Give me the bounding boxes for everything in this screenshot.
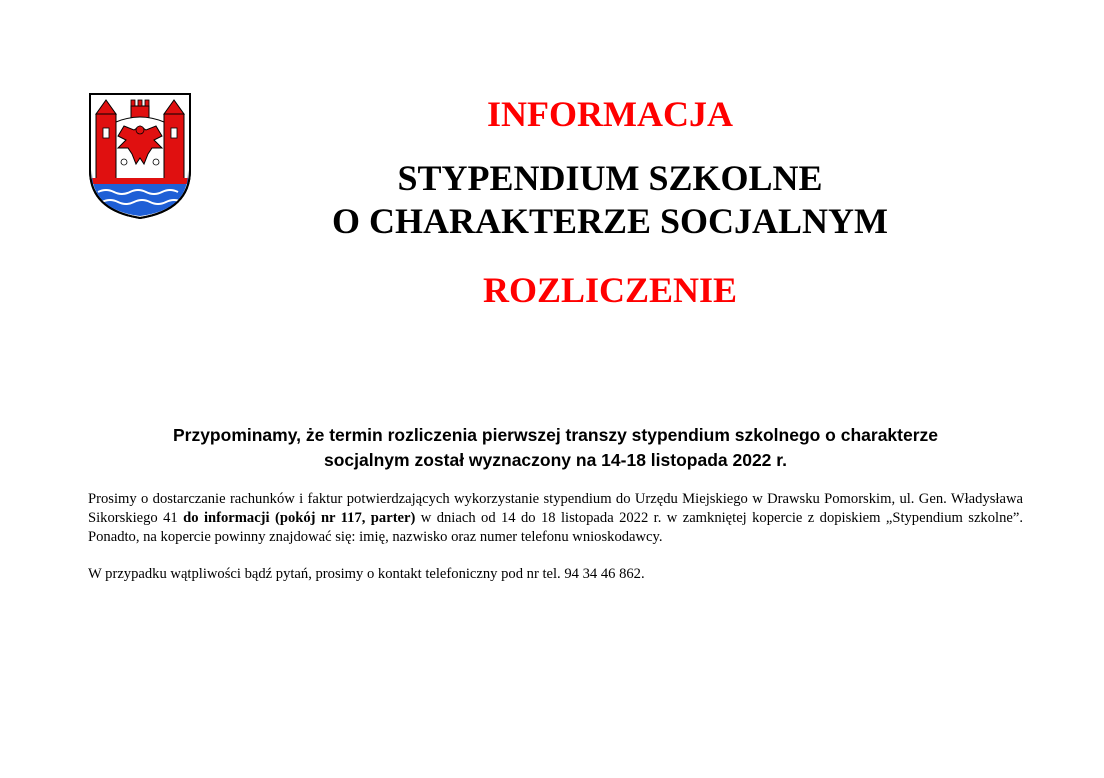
- instructions-text-1: Prosimy o dostarczanie rachunków i faktur potwierdzających wykorzystanie stypendium do Urzędu Miejskiego w Drawsku Pomorskim, ul. Gen. Władysława Sikorskiego 41: [88, 491, 1023, 526]
- coat-of-arms-icon: [88, 92, 192, 220]
- instructions-office-location: do informacji (pokój nr 117, parter): [183, 510, 416, 526]
- heading-stypendium-line1: STYPENDIUM SZKOLNE: [397, 158, 823, 198]
- instructions-paragraph: [88, 490, 1023, 547]
- lead-line-1: Przypominamy, że termin rozliczenia pierwszej transzy stypendium szkolnego o charakterze: [172, 425, 939, 445]
- lead-line-2: socjalnym został wyznaczony na 14-18 listopada 2022 r.: [324, 450, 787, 470]
- heading-stypendium: [220, 160, 1000, 246]
- heading-informacja: INFORMACJA: [487, 94, 733, 134]
- heading-rozliczenie: ROZLICZENIE: [482, 270, 738, 310]
- heading-stypendium-line2: O CHARAKTERZE SOCJALNYM: [331, 201, 889, 241]
- lead-reminder: [88, 423, 1023, 473]
- contact-paragraph: W przypadku wątpliwości bądź pytań, prosimy o kontakt telefoniczny pod nr tel. 94 34 46 862.: [88, 566, 645, 582]
- instructions-text-2: w dniach od 14 do 18 listopada 2022 r. w zamkniętej kopercie z dopiskiem „Stypendium szkolne”. Ponadto, na kopercie powinny znajdować się: imię, nazwisko oraz numer telefonu wnioskodawcy.: [88, 510, 1023, 545]
